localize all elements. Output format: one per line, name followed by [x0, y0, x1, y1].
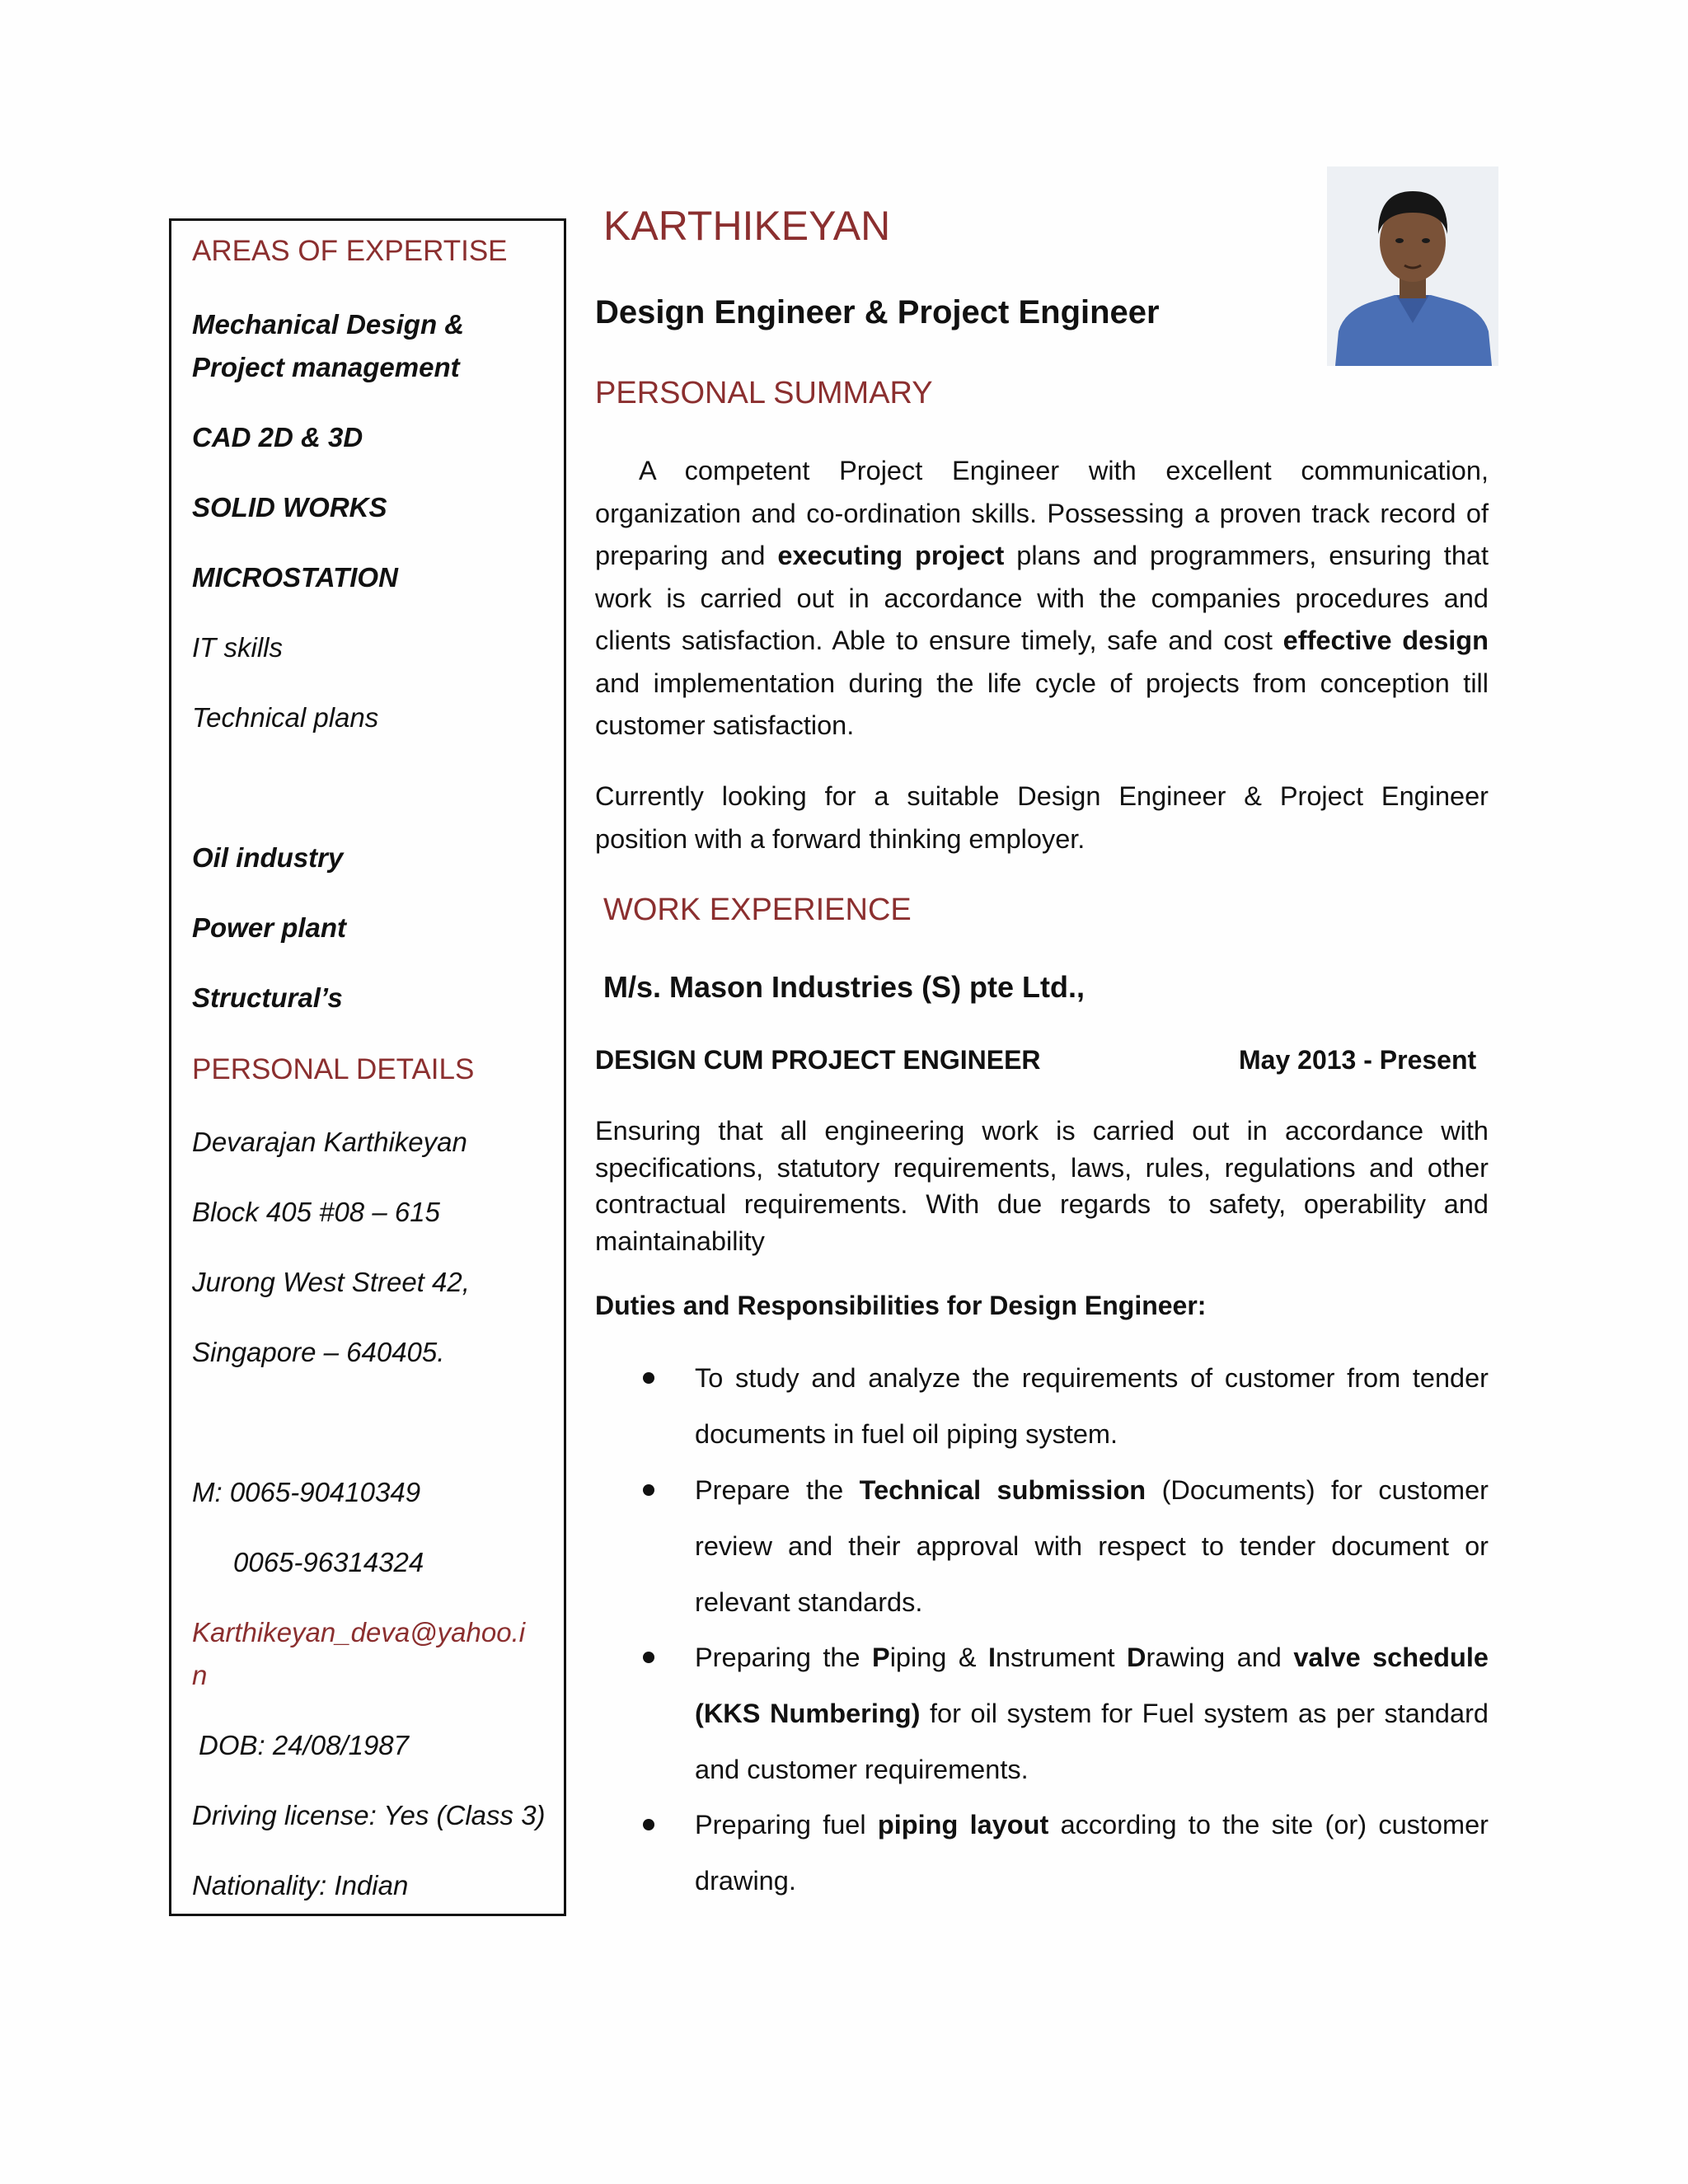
duty-text: according to the site (or) customer drawing. — [695, 1810, 1489, 1896]
duty-emphasis: D — [1126, 1643, 1146, 1672]
driving-license: Driving license: Yes (Class 3) — [192, 1800, 546, 1830]
expertise-item: Power plant — [192, 912, 347, 943]
candidate-name: KARTHIKEYAN — [603, 203, 891, 249]
duty-text: Prepare the — [695, 1475, 860, 1505]
expertise-item: SOLID WORKS — [192, 492, 387, 523]
duty-text: rawing and — [1146, 1643, 1294, 1672]
expertise-item: Oil industry — [192, 842, 344, 873]
work-experience-heading: WORK EXPERIENCE — [603, 893, 912, 927]
email-link[interactable]: n — [192, 1660, 208, 1690]
personal-summary-heading: PERSONAL SUMMARY — [595, 376, 933, 410]
nationality: Nationality: Indian — [192, 1870, 409, 1900]
expertise-item: Technical plans — [192, 702, 379, 733]
mobile-number: M: 0065-90410349 — [192, 1477, 421, 1507]
duty-emphasis: piping layout — [877, 1810, 1049, 1840]
summary-emphasis: executing project — [777, 541, 1005, 570]
address-line: Singapore – 640405. — [192, 1337, 445, 1367]
duty-item — [695, 1797, 1489, 1909]
role-description: Ensuring that all engineering work is carried out in accordance with specifications, statutory requirements, laws, rules, regulations and other contractual requirements. With due regards to safety, operability and maintainability — [595, 1116, 1489, 1256]
duty-item — [695, 1629, 1489, 1797]
duty-item: To study and analyze the requirements of customer from tender documents in fuel oil piping system. — [695, 1363, 1489, 1449]
expertise-heading: AREAS OF EXPERTISE — [192, 235, 508, 267]
duty-text: iping & — [889, 1643, 988, 1672]
duty-emphasis: valve schedule (KKS Numbering) — [695, 1643, 1489, 1728]
duty-item — [695, 1462, 1489, 1630]
bullet-icon — [643, 1819, 654, 1830]
duty-text: (Documents) for customer review and their approval with respect to tender document or relevant standards. — [695, 1475, 1489, 1617]
duty-emphasis: Technical submission — [859, 1475, 1146, 1505]
duty-emphasis: P — [872, 1643, 890, 1672]
address-line: Jurong West Street 42, — [192, 1267, 470, 1297]
full-name: Devarajan Karthikeyan — [192, 1127, 467, 1157]
date-of-birth: DOB: 24/08/1987 — [199, 1730, 410, 1760]
bullet-icon — [643, 1652, 654, 1663]
expertise-item: Project management — [192, 352, 460, 382]
company-name: M/s. Mason Industries (S) pte Ltd., — [603, 970, 1085, 1004]
email-link[interactable]: Karthikeyan_deva@yahoo.i — [192, 1617, 526, 1647]
expertise-item: MICROSTATION — [192, 562, 398, 593]
mobile-number: 0065-96314324 — [233, 1547, 424, 1577]
summary-text: plans and programmers, ensuring that work is carried out in accordance with the companies procedures and clients satisfaction. Able to ensure timely, safe and cost — [595, 541, 1489, 655]
expertise-item: Structural’s — [192, 982, 343, 1013]
summary-paragraph: Currently looking for a suitable Design Engineer & Project Engineer position with a forward thinking employer. — [595, 781, 1489, 854]
duty-text: Preparing fuel — [695, 1810, 878, 1840]
bullet-icon — [643, 1484, 654, 1496]
expertise-item: Mechanical Design & — [192, 309, 465, 340]
address-line: Block 405 #08 – 615 — [192, 1197, 440, 1227]
summary-text: A competent Project Engineer with excellent communication, organization and co-ordination skills. Possessing a proven track record of preparing and — [595, 456, 1489, 570]
sidebar-panel — [169, 218, 566, 1916]
role-title: DESIGN CUM PROJECT ENGINEER — [595, 1045, 1041, 1075]
bullet-icon — [643, 1372, 654, 1384]
personal-details-heading: PERSONAL DETAILS — [192, 1053, 475, 1085]
summary-text: and implementation during the life cycle of projects from conception till customer satisfaction. — [595, 668, 1489, 740]
profile-photo — [1327, 166, 1498, 366]
duty-emphasis: I — [987, 1643, 996, 1672]
summary-paragraph — [595, 450, 1489, 748]
expertise-item: IT skills — [192, 632, 283, 663]
duties-heading: Duties and Responsibilities for Design Engineer: — [595, 1291, 1207, 1320]
duty-text: nstrument — [995, 1643, 1127, 1672]
employment-period: May 2013 - Present — [1239, 1045, 1477, 1075]
job-title: Design Engineer & Project Engineer — [595, 294, 1160, 330]
expertise-item: CAD 2D & 3D — [192, 422, 363, 452]
summary-emphasis: effective design — [1282, 626, 1489, 655]
duty-text: for oil system for Fuel system as per standard and customer requirements. — [695, 1699, 1489, 1784]
duty-text: Preparing the — [695, 1643, 873, 1672]
